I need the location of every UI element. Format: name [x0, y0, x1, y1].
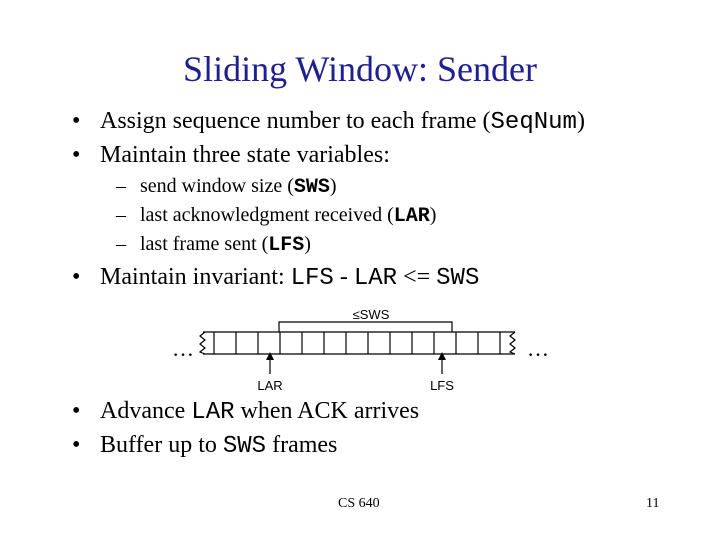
- footer-course: CS 640: [338, 496, 380, 511]
- bullet-state-variables: [72, 142, 390, 169]
- lar-arrow-icon: [266, 352, 274, 360]
- bullet-text: Buffer up to: [100, 432, 223, 458]
- bullet-dot: •: [72, 264, 81, 290]
- bullet-text-end: frames: [266, 432, 338, 458]
- code-sws: SWS: [436, 265, 480, 292]
- operator-minus: -: [333, 264, 354, 290]
- code-lfs: LFS: [290, 265, 334, 292]
- bullet-assign-seqnum: [72, 108, 585, 136]
- dash-marker: –: [116, 233, 126, 255]
- code-sws: SWS: [293, 176, 330, 199]
- bullet-text: Advance: [100, 398, 192, 424]
- sub-bullet-sws: [116, 175, 337, 199]
- bullet-invariant: [72, 264, 479, 292]
- sub-bullet-lfs: [116, 233, 311, 257]
- bullet-text: Maintain invariant:: [100, 264, 291, 290]
- code-sws: SWS: [222, 433, 267, 460]
- bullet-text-end: when ACK arrives: [234, 398, 420, 424]
- code-lar: LAR: [353, 265, 398, 292]
- bullet-advance-lar: [72, 398, 419, 426]
- sliding-window-diagram: [0, 290, 720, 400]
- sub-text-end: ): [304, 233, 311, 255]
- code-seqnum: SeqNum: [490, 109, 577, 136]
- sub-text: last frame sent (: [140, 233, 269, 255]
- lfs-label: LFS: [430, 378, 454, 393]
- dash-marker: –: [116, 175, 126, 197]
- lar-label: LAR: [257, 378, 283, 393]
- lfs-arrow-icon: [438, 352, 446, 360]
- operator-leq: <=: [397, 264, 437, 290]
- footer-page-number: 11: [646, 496, 660, 511]
- right-break-mark: [510, 332, 515, 354]
- right-ellipsis: …: [527, 336, 549, 361]
- bullet-text: Assign sequence number to each frame (: [100, 108, 491, 134]
- code-lfs: LFS: [268, 234, 305, 257]
- sub-text-end: ): [329, 175, 337, 197]
- frame-buffer: [203, 332, 515, 354]
- slide-title: Sliding Window: Sender: [183, 49, 537, 89]
- sub-text: last acknowledgment received (: [140, 204, 394, 226]
- sub-text-end: ): [429, 204, 437, 226]
- bullet-text-end: ): [576, 108, 585, 134]
- bullet-buffer-sws: [72, 432, 337, 460]
- left-break-mark: [200, 332, 205, 354]
- sub-bullet-lar: [116, 204, 436, 228]
- left-ellipsis: …: [172, 336, 194, 361]
- sub-text: send window size (: [140, 175, 294, 197]
- bullet-dot: •: [72, 142, 81, 168]
- bullet-dot: •: [72, 398, 81, 424]
- window-size-label: ≤SWS: [352, 307, 390, 322]
- bullet-text: Maintain three state variables:: [100, 142, 390, 168]
- bullet-dot: •: [72, 432, 81, 458]
- code-lar: LAR: [393, 205, 430, 228]
- window-bracket: [279, 322, 452, 332]
- code-lar: LAR: [191, 399, 235, 426]
- bullet-dot: •: [72, 108, 81, 134]
- dash-marker: –: [116, 204, 126, 226]
